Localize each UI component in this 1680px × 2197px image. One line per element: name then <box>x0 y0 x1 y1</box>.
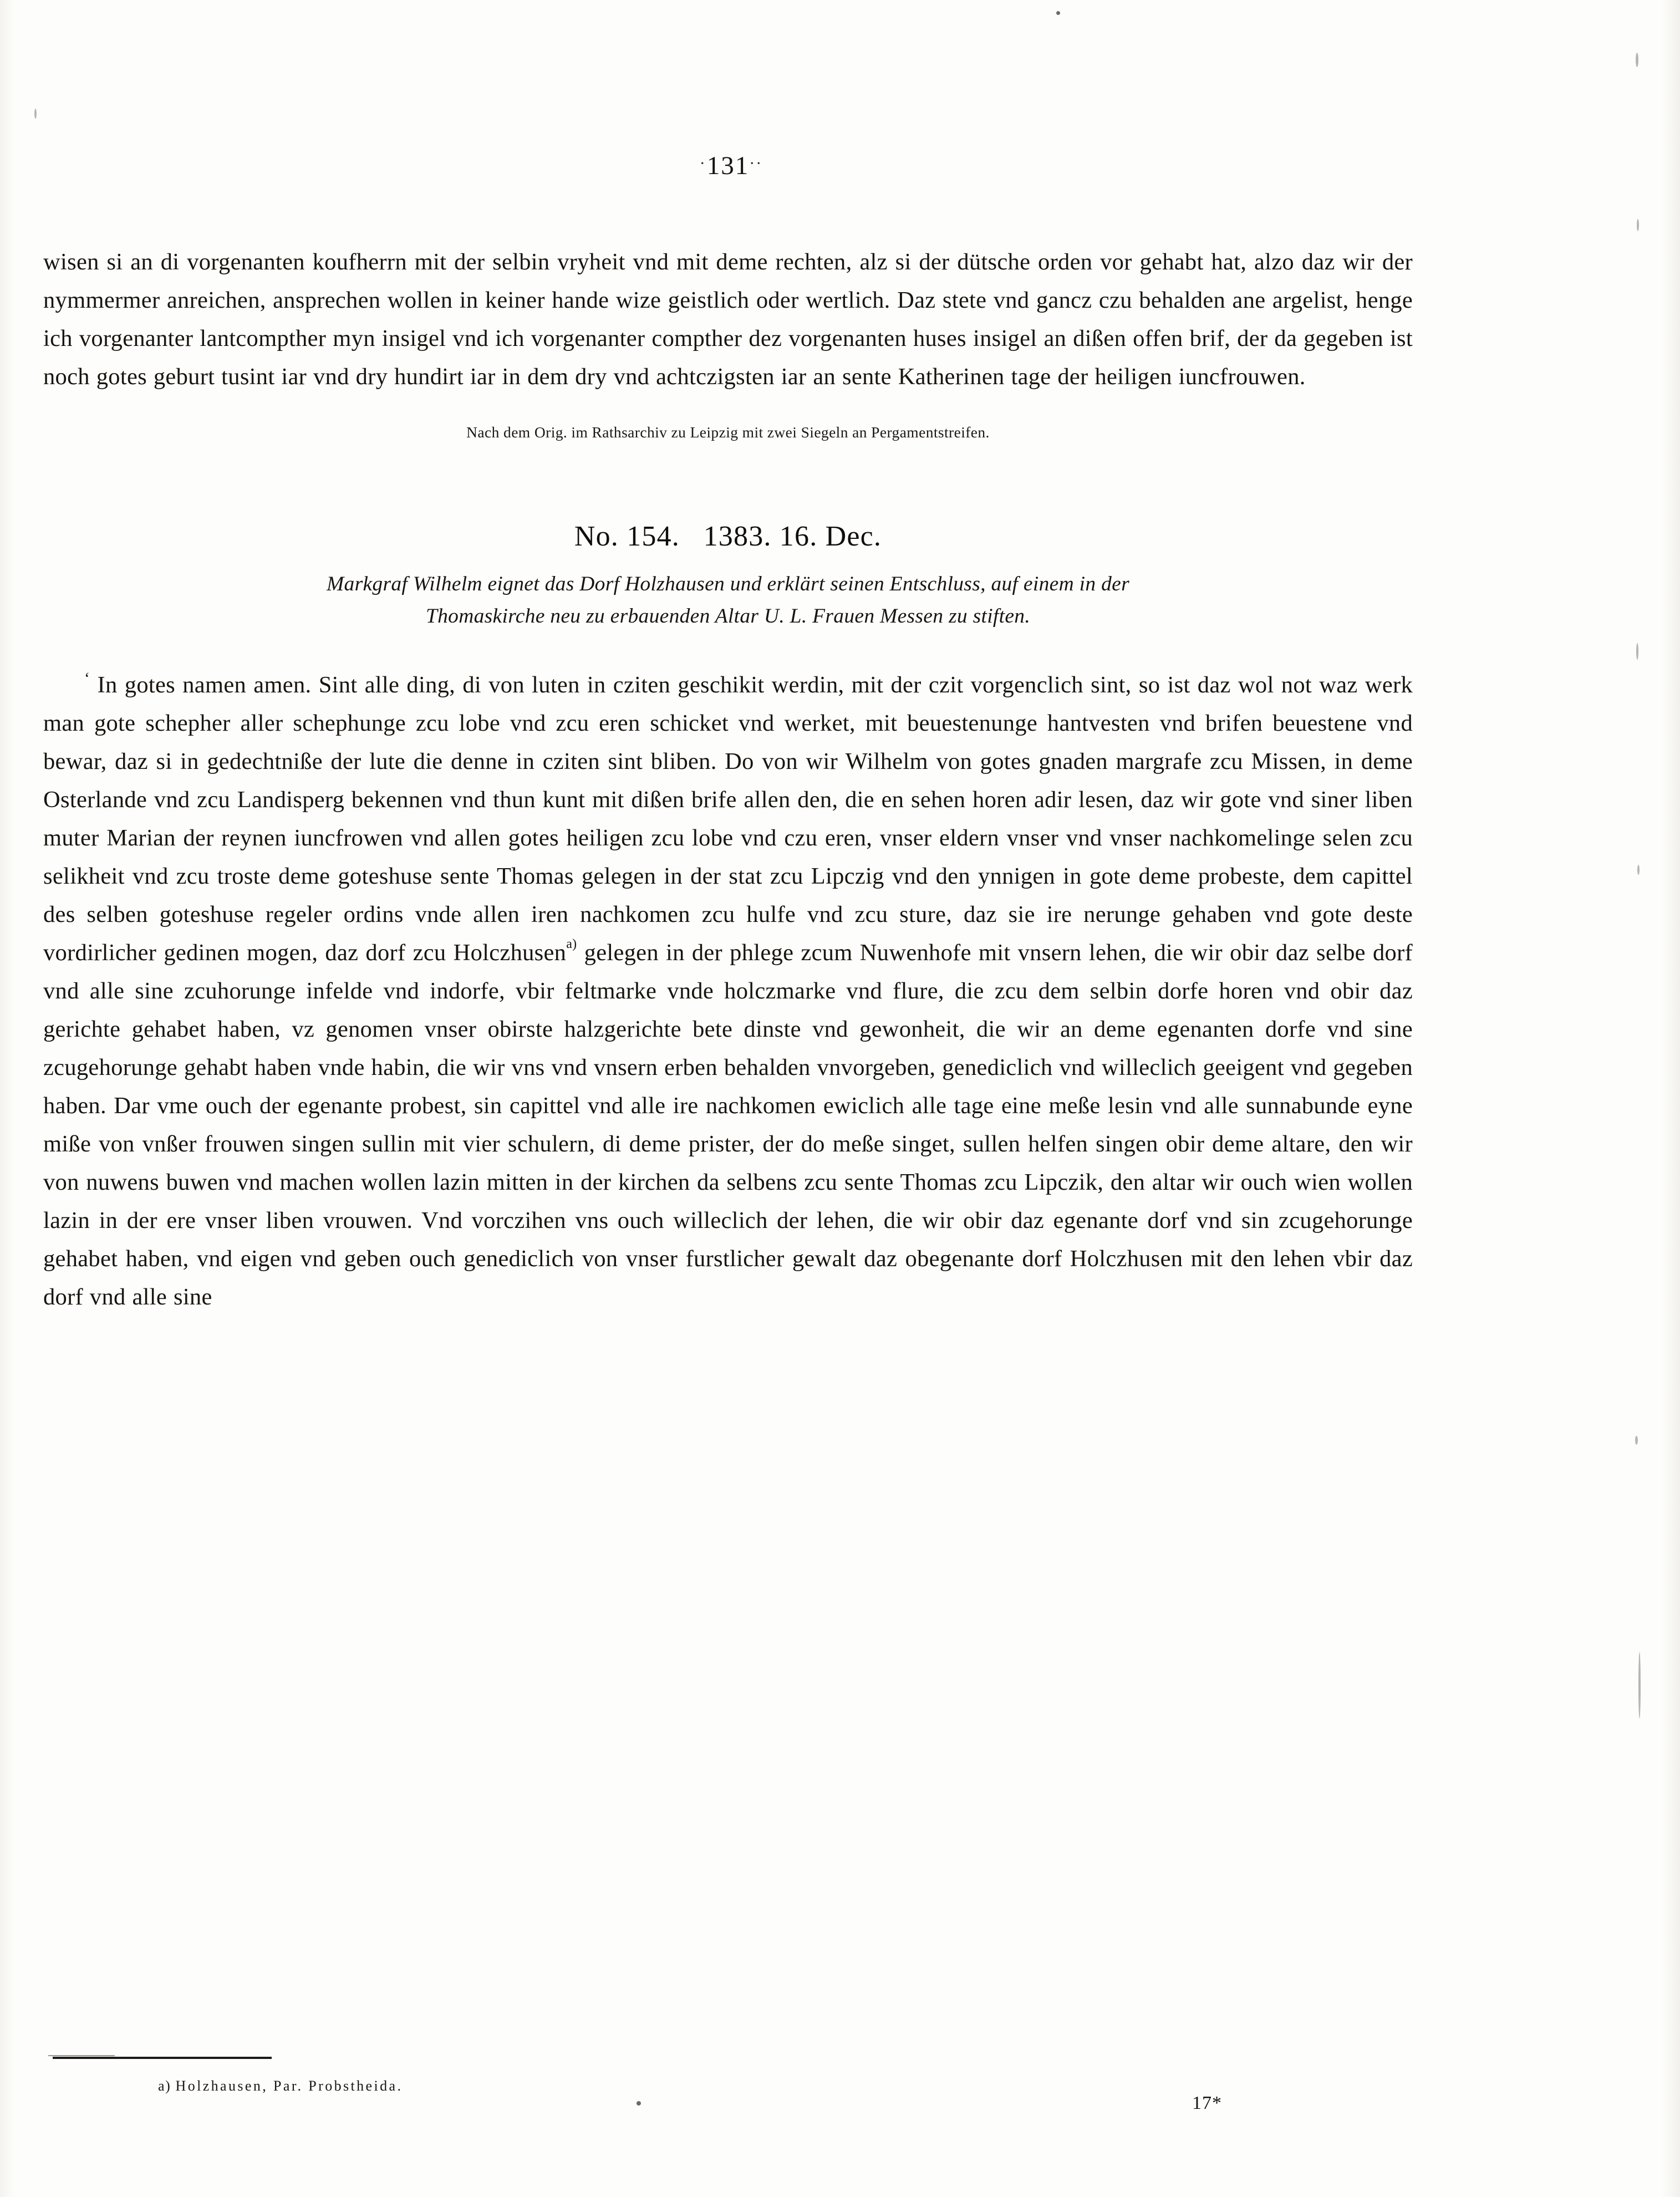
charter-body <box>43 659 1413 1316</box>
regest-line-2: Thomaskirche neu zu erbauenden Altar U. L. Frauen Messen zu stiften. <box>425 605 1031 628</box>
scan-speck <box>34 109 37 119</box>
opening-quote-mark: ‘ <box>84 669 90 687</box>
charter-body-part-1: In gotes namen amen. Sint alle ding, di von luten in cziten geschikit werdin, mit der czit vorgenclich sint, so ist daz wol not waz werk man gote schepher aller schephunge zcu lobe vnd zcu eren schicket vnd werket, mit beuestenunge hantvesten vnd brifen beuestene vnd bewar, daz si in gedechtniße der lute die denne in cziten sint bliben. Do von wir Wilhelm von gotes gnaden margrafe zcu Missen, in deme Osterlande vnd zcu Landisperg bekennen vnd thun kunt mit dißen brife allen den, die en sehen horen adir lesen, daz wir gote vnd siner liben muter Marian der reynen iuncfrowen vnd allen gotes heiligen zcu lobe vnd czu eren, vnser eldern vnser vnd vnser nachkomelinge selen zcu selikheit vnd zcu troste deme goteshuse sente Thomas gelegen in der stat zcu Lipczig vnd den ynnigen in gote deme probeste, dem capittel des selben goteshuse regeler ordins vnde allen iren nachkomen zcu hulfe vnd zcu sture, daz sie ire nerunge gehaben vnd gote deste vordirlicher gedinen mogen, daz dorf zcu Holczhusen <box>43 672 1413 966</box>
document-regest <box>43 568 1413 633</box>
folio-number-value: 131 <box>706 151 750 180</box>
regest-line-1: Markgraf Wilhelm eignet das Dorf Holzhausen und erklärt seinen Entschluss, auf einem in der <box>327 573 1129 595</box>
source-note: Nach dem Orig. im Rathsarchiv zu Leipzig mit zwei Siegeln an Pergamentstreifen. <box>466 424 990 441</box>
footnote-separator-rule <box>53 2057 272 2059</box>
ink-fleck <box>637 2101 641 2106</box>
scan-speck <box>1635 1436 1638 1445</box>
printer-signature-mark: 17* <box>1192 2093 1222 2113</box>
folio-ornament-right: ·· <box>749 154 763 172</box>
scan-speck <box>1637 865 1640 875</box>
content-column <box>43 0 1413 1316</box>
scan-edge-left <box>0 0 14 2197</box>
footnote-marker: a) <box>158 2078 171 2094</box>
folio-number <box>43 151 1413 181</box>
folio-ornament-left: · <box>699 154 706 172</box>
charter-body-part-2: gelegen in der phlege zcum Nuwenhofe mit vnsern lehen, die wir obir daz selbe dorf vnd alle sine zcuhorunge infelde vnd indorfe, vbir feltmarke vnde holczmarke vnd flure, die zcu dem selbin dorfe horen vnd obir daz gerichte gehabet haben, vz genomen vnser obirste halzgerichte bete dinste vnd gewonheit, die wir an deme egenanten dorfe vnd sine zcugehorunge gehabt haben vnde habin, die wir vns vnd vnsern erben behalden vnvorgeben, genediclich vnd willeclich geeigent vnd gegeben haben. Dar vme ouch der egenante probest, sin capittel vnd alle ire nachkomen ewiclich alle tage eine meße lesin vnd alle sunnabunde eyne miße von vnßer frouwen singen sullin mit vier schulern, di deme prister, der do meße singet, sullen helfen singen obir deme altare, den wir von nuwens buwen vnd machen wollen lazin mitten in der kirchen da selbens zcu sente Thomas zcu Lipczik, den altar wir ouch wien wollen lazin in der ere vnser liben vrouwen. Vnd vorczihen vns ouch willeclich der lehen, die wir obir daz egenante dorf vnd sin zcugehorunge gehabet haben, vnd eigen vnd geben ouch genediclich von vnser furstlicher gewalt daz obegenante dorf Holczhusen mit den lehen vbir daz dorf vnd alle sine <box>43 940 1413 1310</box>
paragraph-indent <box>43 672 84 698</box>
document-heading: No. 154. 1383. 16. Dec. <box>574 521 882 552</box>
scan-speck <box>1636 53 1638 67</box>
scan-speck <box>1637 219 1639 231</box>
previous-document-body: wisen si an di vorgenanten koufherrn mit der selbin vryheit vnd mit deme rechten, alz si der dütsche orden vor gehabt hat, alzo daz wir der nymmermer anreichen, ansprechen wollen in keiner hande wize geistlich oder wertlich. Daz stete vnd gancz czu behalden ane argelist, henge ich vorgenanter lantcompther myn insigel vnd ich vorgenanter compther dez vorgenanten huses insigel an dißen offen brif, der da gegeben ist noch gotes geburt tusint iar vnd dry hundirt iar in dem dry vnd achtczigsten iar an sente Katherinen tage der heiligen iuncfrouwen. <box>43 249 1413 390</box>
scan-edge-right <box>1661 0 1680 2197</box>
footnote-entry <box>158 2078 403 2094</box>
footnote-reference-a[interactable]: a) <box>566 937 577 951</box>
footnote-text: Holzhausen, Par. Probstheida. <box>175 2078 403 2094</box>
scan-speck <box>1638 1652 1641 1719</box>
scan-speck <box>1636 643 1638 660</box>
